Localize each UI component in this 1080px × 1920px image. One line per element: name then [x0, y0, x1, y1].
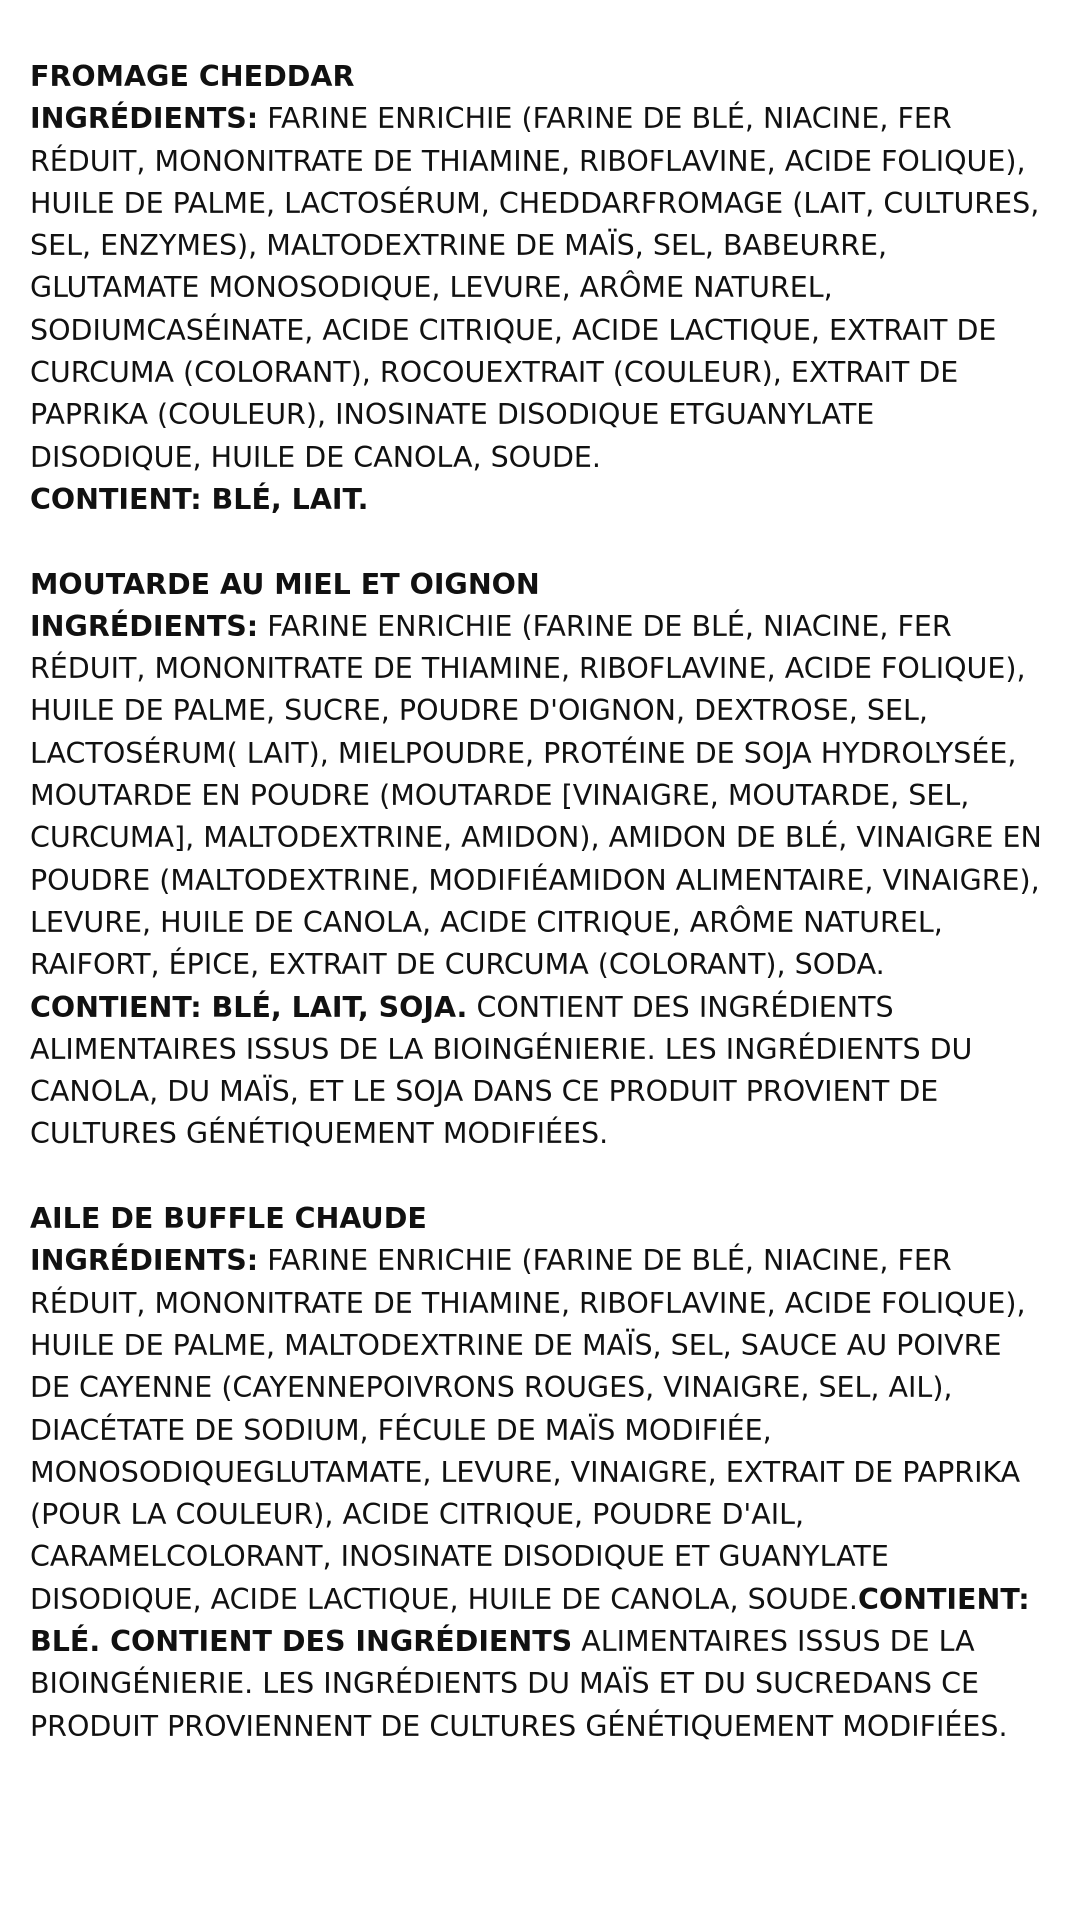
section-title: MOUTARDE AU MIEL ET OIGNON	[30, 567, 540, 601]
flavor-section-cheddar	[30, 56, 1050, 521]
allergen-statement: CONTIENT: BLÉ, LAIT, SOJA.	[30, 990, 468, 1024]
ingredients-paragraph	[30, 606, 1050, 987]
allergen-paragraph	[30, 987, 1050, 1156]
ingredients-text: FARINE ENRICHIE (FARINE DE BLÉ, NIACINE, FER RÉDUIT, MONONITRATE DE THIAMINE, RIBOFLAVINE, ACIDE FOLIQUE), HUILE DE PALME, LACTOSÉRUM, CHEDDARFROMAGE (LAIT, CULTURES, SEL, ENZYMES), MALTODEXTRINE DE MAÏS, SEL, BABEURRE, GLUTAMATE MONOSODIQUE, LEVURE, ARÔME NATUREL, SODIUMCASÉINATE, ACIDE CITRIQUE, ACIDE LACTIQUE, EXTRAIT DE CURCUMA (COLORANT), ROCOUEXTRAIT (COULEUR), EXTRAIT DE PAPRIKA (COULEUR), INOSINATE DISODIQUE ETGUANYLATE DISODIQUE, HUILE DE CANOLA, SOUDE.	[30, 102, 1040, 474]
ingredients-label: INGRÉDIENTS:	[30, 102, 259, 136]
allergen-note: ALIMENTAIRES ISSUS DE LA BIOINGÉNIERIE. LES INGRÉDIENTS DU MAÏS ET DU SUCREDANS CE PRODUIT PROVIENNENT DE CULTURES GÉNÉTIQUEMENT MODIFIÉES.	[30, 1624, 1008, 1743]
ingredients-text: FARINE ENRICHIE (FARINE DE BLÉ, NIACINE, FER RÉDUIT, MONONITRATE DE THIAMINE, RIBOFLAVINE, ACIDE FOLIQUE), HUILE DE PALME, SUCRE, POUDRE D'OIGNON, DEXTROSE, SEL, LACTOSÉRUM( LAIT), MIELPOUDRE, PROTÉINE DE SOJA HYDROLYSÉE, MOUTARDE EN POUDRE (MOUTARDE [VINAIGRE, MOUTARDE, SEL, CURCUMA], MALTODEXTRINE, AMIDON), AMIDON DE BLÉ, VINAIGRE EN POUDRE (MALTODEXTRINE, MODIFIÉAMIDON ALIMENTAIRE, VINAIGRE), LEVURE, HUILE DE CANOLA, ACIDE CITRIQUE, ARÔME NATUREL, RAIFORT, ÉPICE, EXTRAIT DE CURCUMA (COLORANT), SODA.	[30, 609, 1042, 982]
section-title: FROMAGE CHEDDAR	[30, 60, 355, 93]
flavor-section-honey-mustard-onion	[30, 564, 1050, 1156]
allergen-statement: CONTIENT: BLÉ. CONTIENT DES INGRÉDIENTS	[30, 1582, 1030, 1658]
ingredients-text: FARINE ENRICHIE (FARINE DE BLÉ, NIACINE, FER RÉDUIT, MONONITRATE DE THIAMINE, RIBOFLAVINE, ACIDE FOLIQUE), HUILE DE PALME, MALTODEXTRINE DE MAÏS, SEL, SAUCE AU POIVRE DE CAYENNE (CAYENNEPOIVRONS ROUGES, VINAIGRE, SEL, AIL), DIACÉTATE DE SODIUM, FÉCULE DE MAÏS MODIFIÉE, MONOSODIQUEGLUTAMATE, LEVURE, VINAIGRE, EXTRAIT DE PAPRIKA (POUR LA COULEUR), ACIDE CITRIQUE, POUDRE D'AIL, CARAMELCOLORANT, INOSINATE DISODIQUE ET GUANYLATE DISODIQUE, ACIDE LACTIQUE, HUILE DE CANOLA, SOUDE.	[30, 1244, 1026, 1616]
flavor-section-hot-buffalo-wing	[30, 1198, 1050, 1748]
allergen-note: CONTIENT DES INGRÉDIENTS ALIMENTAIRES ISSUS DE LA BIOINGÉNIERIE. LES INGRÉDIENTS DU CANOLA, DU MAÏS, ET LE SOJA DANS CE PRODUIT PROVIENT DE CULTURES GÉNÉTIQUEMENT MODIFIÉES.	[30, 990, 973, 1151]
allergen-statement: CONTIENT: BLÉ, LAIT.	[30, 482, 369, 516]
ingredients-label: INGRÉDIENTS:	[30, 609, 259, 643]
ingredients-paragraph	[30, 1240, 1050, 1748]
allergen-paragraph	[30, 479, 1050, 521]
ingredients-paragraph	[30, 98, 1050, 479]
section-title: AILE DE BUFFLE CHAUDE	[30, 1202, 427, 1236]
ingredients-label: INGRÉDIENTS:	[30, 1244, 259, 1278]
